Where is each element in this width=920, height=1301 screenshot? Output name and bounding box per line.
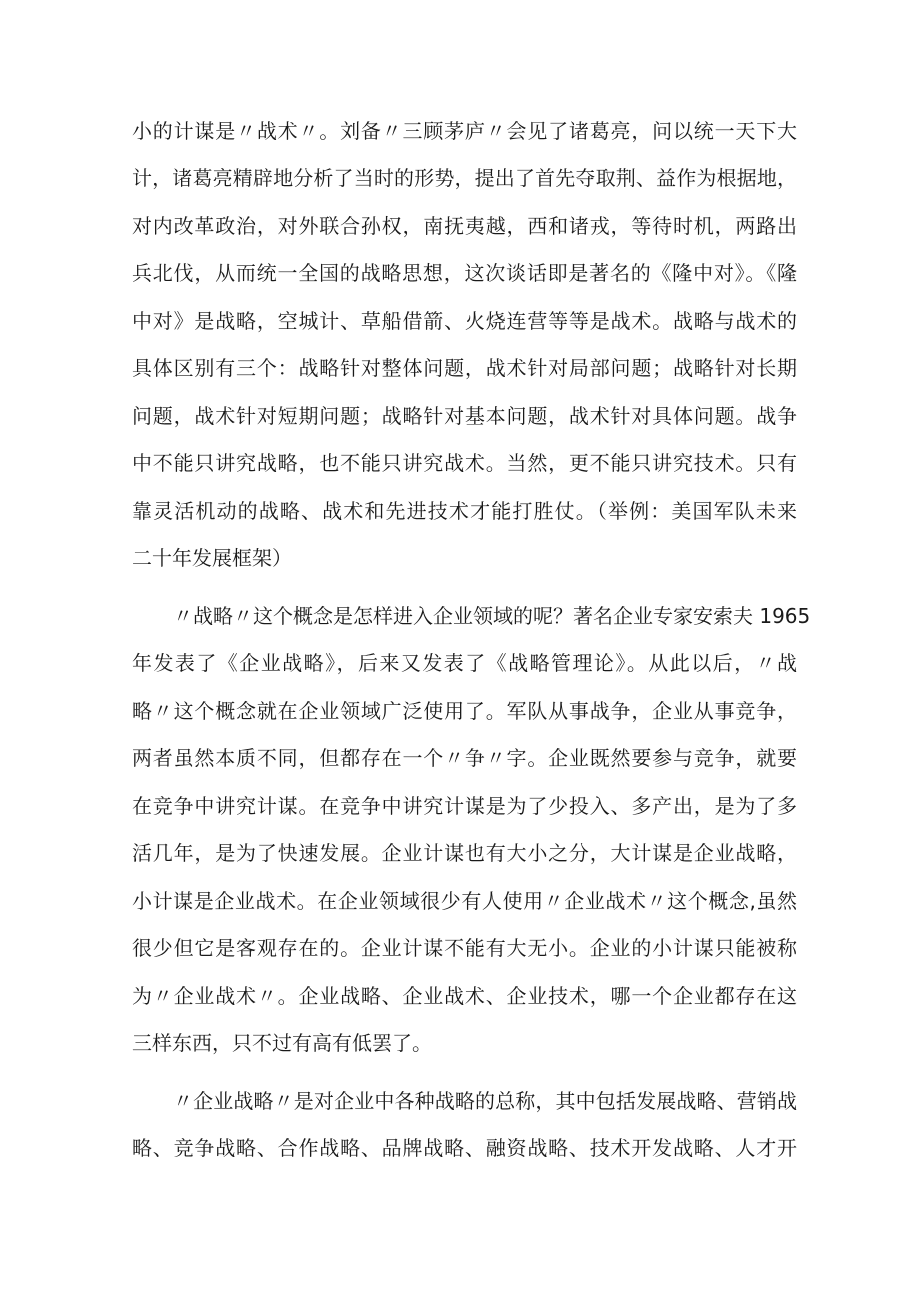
text-line: 对内改革政治，对外联合孙权，南抚夷越，西和诸戎，等待时机，两路出 — [132, 214, 797, 238]
text-line: 兵北伐，从而统一全国的战略思想，这次谈话即是著名的《隆中对》。《隆 — [132, 261, 797, 285]
text-line: 中不能只讲究战略，也不能只讲究战术。当然，更不能只讲究技术。只有 — [132, 451, 797, 475]
text-line: 中对》是战略，空城计、草船借箭、火烧连营等等是战术。战略与战术的 — [132, 309, 797, 333]
text-line: 略、竞争战略、合作战略、品牌战略、融资战略、技术开发战略、人才开 — [132, 1136, 797, 1160]
text-line: 在竞争中讲究计谋。在竞争中讲究计谋是为了少投入、多产出，是为了多 — [132, 794, 797, 818]
text-line: 两者虽然本质不同，但都存在一个〃争〃字。企业既然要参与竞争，就要 — [132, 746, 797, 770]
text-line: 三样东西，只不过有高有低罢了。 — [132, 1031, 432, 1055]
text-line: 很少但它是客观存在的。企业计谋不能有大无小。企业的小计谋只能被称 — [132, 936, 797, 960]
text-line: 年发表了《企业战略》，后来又发表了《战略管理论》。从此以后，〃战 — [132, 651, 797, 675]
text-line: 小计谋是企业战术。在企业领域很少有人使用〃企业战术〃这个概念,虽然 — [132, 889, 797, 913]
text-line: 二十年发展框架） — [132, 546, 292, 570]
text-line: 具体区别有三个：战略针对整体问题，战术针对局部问题；战略针对长期 — [132, 356, 797, 380]
text-line: 计，诸葛亮精辟地分析了当时的形势，提出了首先夺取荆、益作为根据地， — [132, 166, 797, 190]
text-line: 问题，战术针对短期问题；战略针对基本问题，战术针对具体问题。战争 — [132, 404, 797, 428]
paragraph-first-line: 〃战略〃这个概念是怎样进入企业领域的呢？著名企业专家安索夫 1965 — [173, 604, 811, 628]
paragraph-first-line: 〃企业战略〃是对企业中各种战略的总称，其中包括发展战略、营销战 — [173, 1089, 797, 1113]
text-line: 活几年，是为了快速发展。企业计谋也有大小之分，大计谋是企业战略， — [132, 841, 797, 865]
text-line: 为〃企业战术〃。企业战略、企业战术、企业技术，哪一个企业都存在这 — [132, 984, 797, 1008]
text-line: 略〃这个概念就在企业领域广泛使用了。军队从事战争，企业从事竞争， — [132, 699, 797, 723]
text-line: 小的计谋是〃战术〃。刘备〃三顾茅庐〃会见了诸葛亮，问以统一天下大 — [132, 119, 797, 143]
text-line: 靠灵活机动的战略、战术和先进技术才能打胜仗。（举例：美国军队未来 — [132, 499, 797, 523]
